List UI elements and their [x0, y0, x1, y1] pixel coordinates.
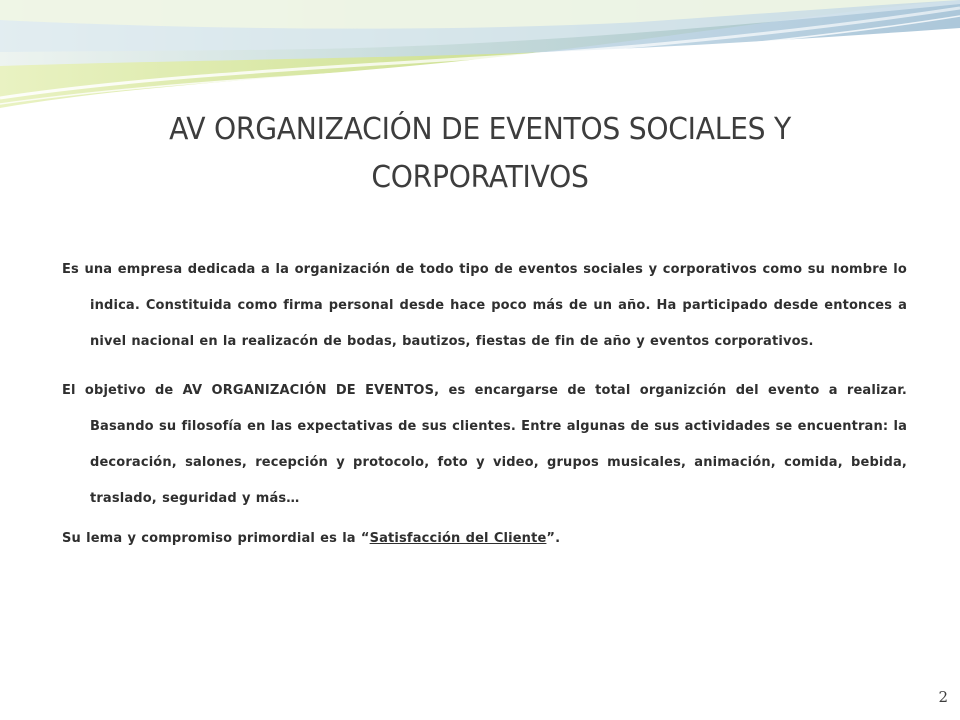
paragraph-company-description: Es una empresa dedicada a la organización de todo tipo de eventos sociales y corporativos como su nombre lo indica. Constituida como firma personal desde hace poco más de un año. Ha participado desde entonces a nivel nacional en la realizacón de bodas, bautizos, fiestas de fin de año y eventos corporativos.	[62, 262, 907, 349]
paragraph-motto	[62, 528, 907, 550]
slide-body	[62, 252, 907, 563]
paragraph-objective: El objetivo de AV ORGANIZACIÓN DE EVENTOS, es encargarse de total organizción del evento a realizar. Basando su filosofía en las expectativas de sus clientes. Entre algunas de sus actividades se encuentran: la decoración, salones, recepción y protocolo, foto y video, grupos musicales, animación, comida, bebida, traslado, seguridad y más…	[62, 383, 907, 506]
page-number: 2	[938, 688, 948, 706]
motto-text-after: ”.	[546, 531, 561, 546]
motto-highlight: Satisfacción del Cliente	[369, 531, 547, 546]
motto-text-before: Su lema y compromiso primordial es la “	[62, 531, 370, 546]
slide-title: AV ORGANIZACIÓN DE EVENTOS SOCIALES Y CORPORATIVOS	[169, 112, 791, 195]
